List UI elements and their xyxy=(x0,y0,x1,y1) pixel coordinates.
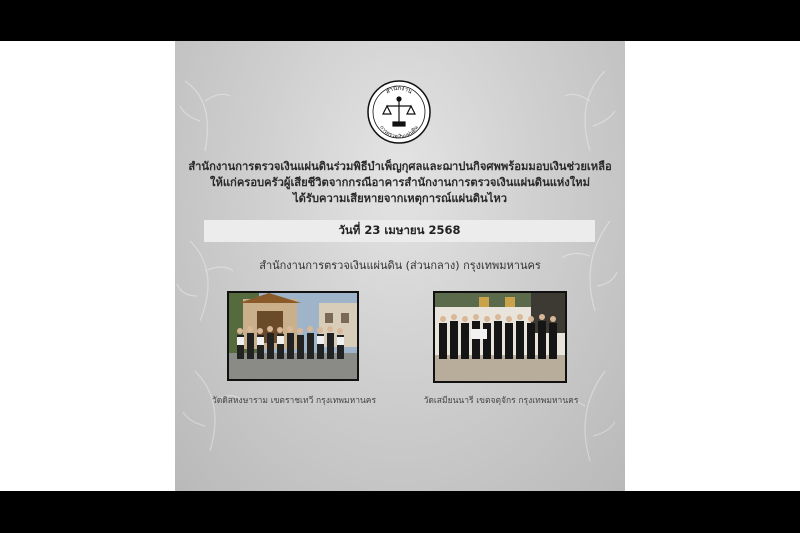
photo-illustration xyxy=(435,293,565,381)
announcement-poster xyxy=(175,41,625,491)
oag-seal-logo xyxy=(367,80,431,144)
event-photo-temple-1 xyxy=(227,291,359,381)
seal-top-text: สำนักงาน xyxy=(384,84,414,96)
event-photo-temple-2 xyxy=(433,291,567,383)
seal-bottom-text: การตรวจเงินแผ่นดิน xyxy=(378,124,420,141)
photo-caption: วัดเสมียนนารี เขตจตุจักร กรุงเทพมหานคร xyxy=(423,396,579,406)
bottom-letterbox-bar xyxy=(0,491,800,533)
headline-line: ให้แก่ครอบครัวผู้เสียชีวิตจากกรณีอาคารสำนักงานการตรวจเงินแผ่นดินแห่งใหม่ xyxy=(210,176,590,189)
headline-line: ได้รับความเสียหายจากเหตุการณ์แผ่นดินไหว xyxy=(293,192,507,205)
date-banner: วันที่ 23 เมษายน 2568 xyxy=(204,220,595,242)
location-subtitle: สำนักงานการตรวจเงินแผ่นดิน (ส่วนกลาง) กรุงเทพมหานคร xyxy=(259,259,541,272)
top-letterbox-bar xyxy=(0,0,800,41)
photo-caption: วัดดิสหงษาราม เขตราชเทวี กรุงเทพมหานคร xyxy=(211,396,377,406)
headline xyxy=(185,159,615,207)
headline-line: สำนักงานการตรวจเงินแผ่นดินร่วมพิธีบำเพ็ญกุศลและฌาปนกิจศพพร้อมมอบเงินช่วยเหลือ xyxy=(188,160,612,173)
photo-illustration xyxy=(229,293,357,379)
